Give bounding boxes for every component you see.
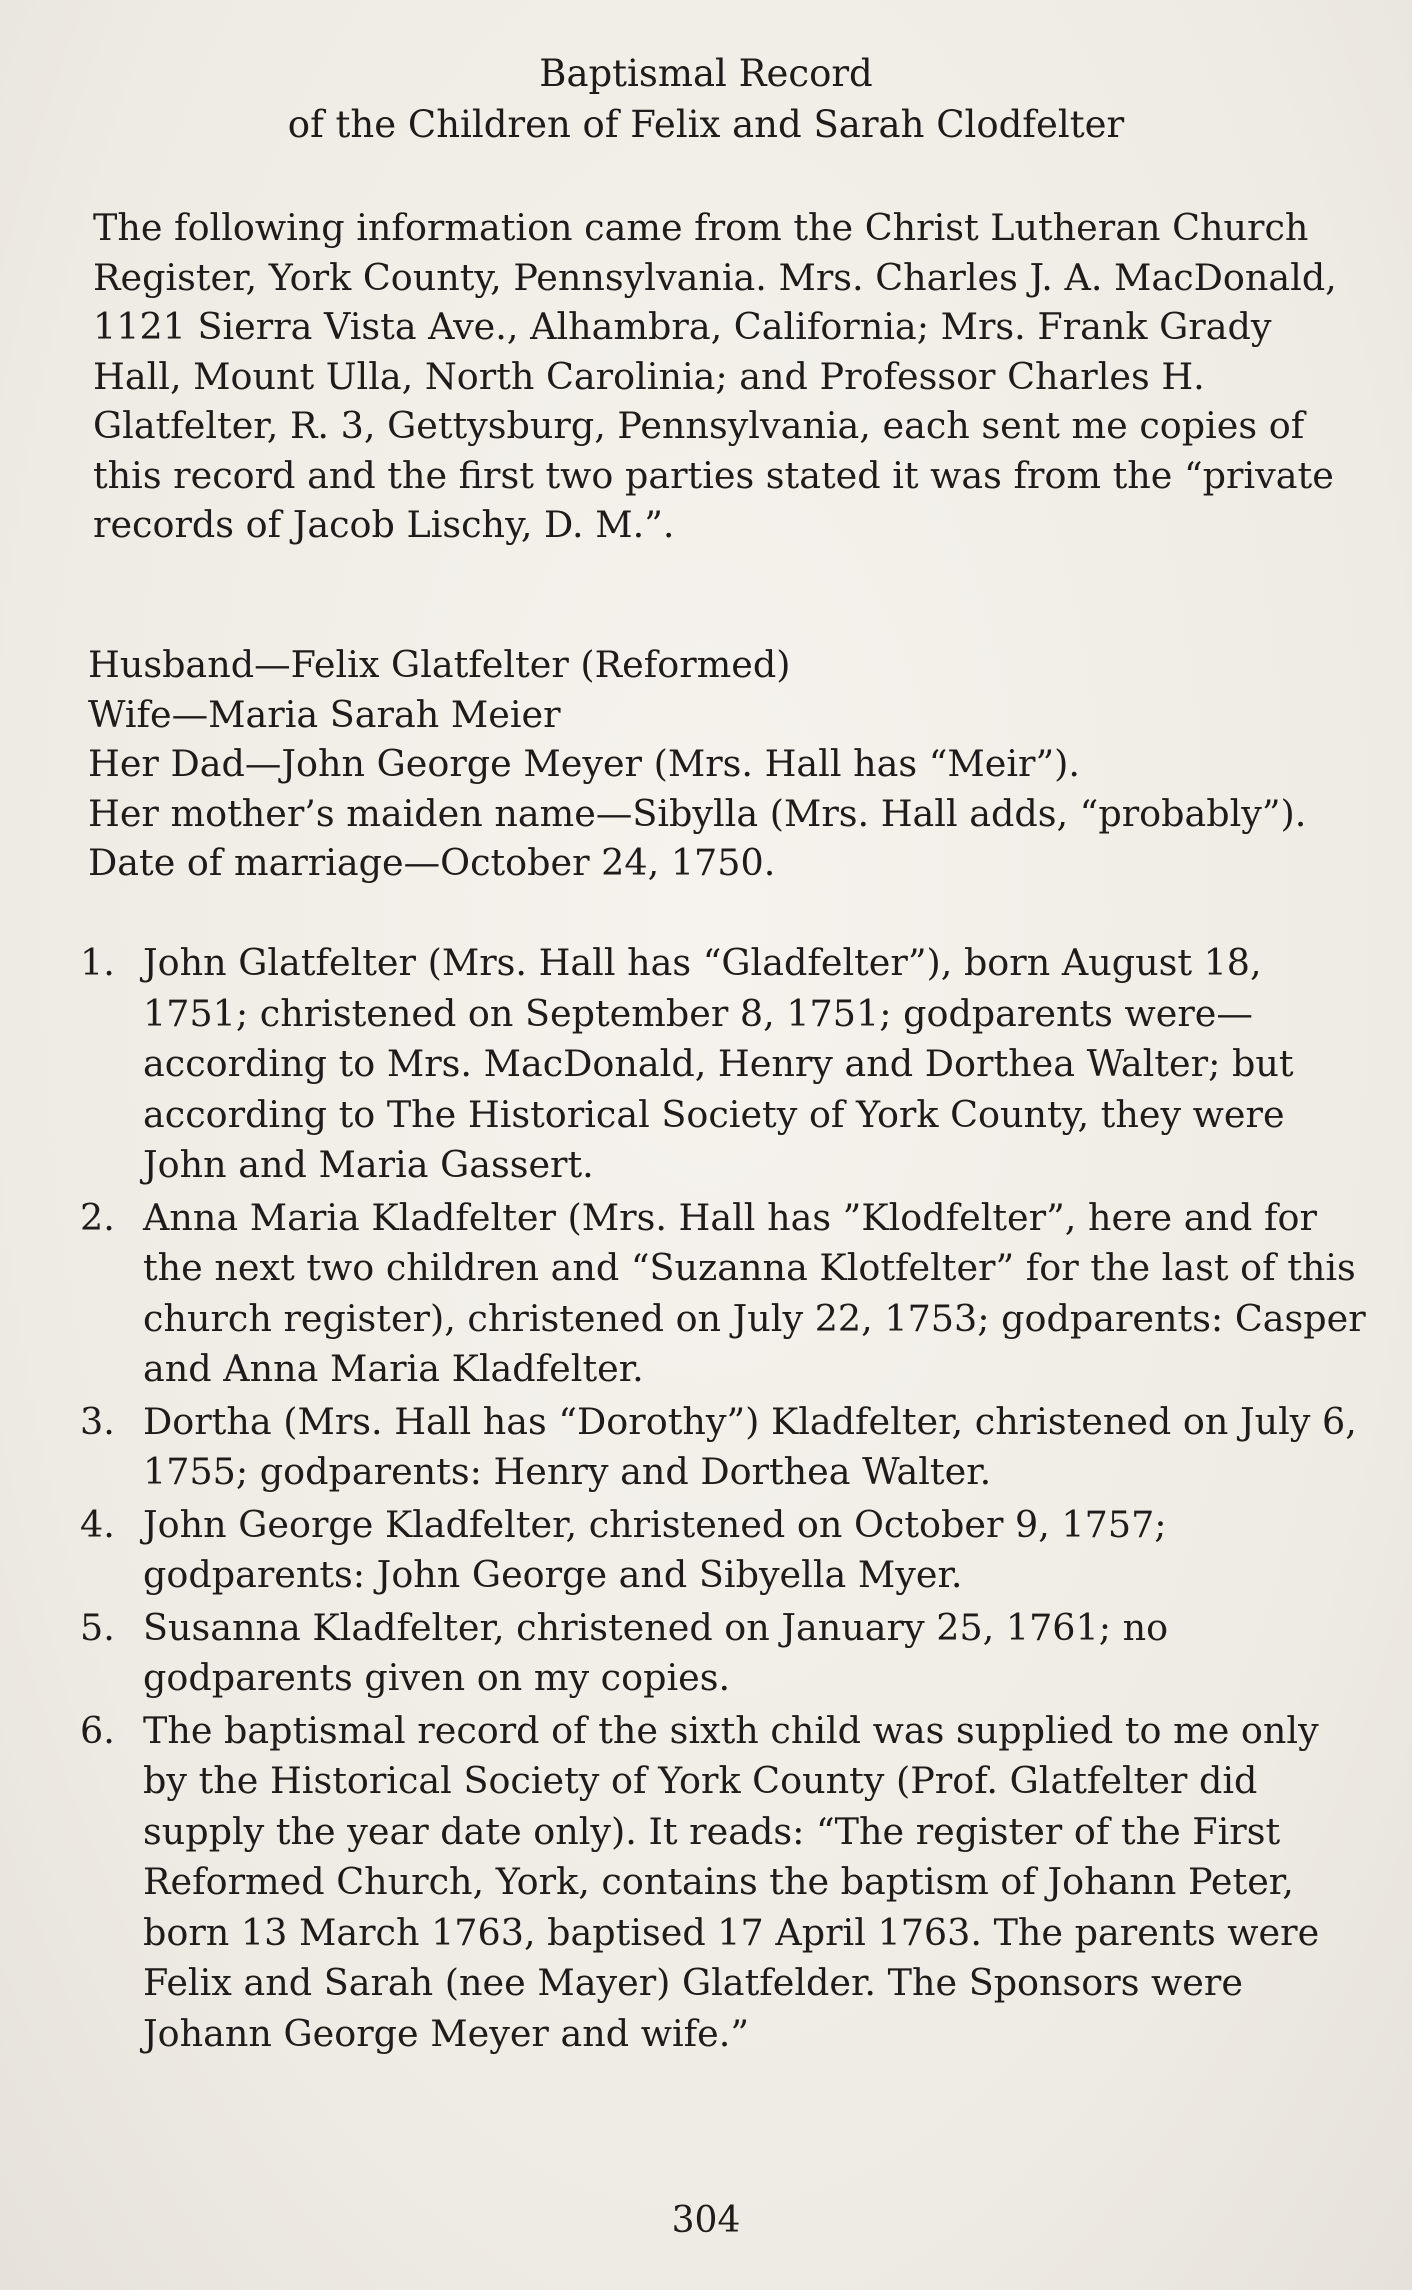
list-item [80,1603,1370,1704]
page-subtitle: of the Children of Felix and Sarah Clodfelter [287,103,1125,146]
item-text: Susanna Kladfelter, christened on January 25, 1761; no godparents given on my copies. [143,1605,1169,1699]
intro-paragraph [93,203,1365,550]
item-text: The baptismal record of the sixth child was supplied to me only by the Historical Society of York County (Prof. Glatfelter did supply the year date only). It reads: “The register of the First Reformed Church, York, contains the baptism of Johann Peter, born 13 March 1763, baptised 17 April 1763. The parents were Felix and Sarah (nee Mayer) Glatfelder. The Sponsors were Johann George Meyer and wife.” [143,1708,1320,2055]
list-item [80,1193,1370,1395]
list-item [80,1500,1370,1601]
item-number: 4. [80,1502,115,1546]
item-number: 5. [80,1605,115,1649]
list-item [80,1706,1370,2060]
item-number: 1. [80,941,115,984]
item-text: John George Kladfelter, christened on October 9, 1757; godparents: John George and Sibyella Myer. [143,1502,1167,1596]
page-title: Baptismal Record [539,52,873,95]
item-text: John Glatfelter (Mrs. Hall has “Gladfelter”), born August 18, 1751; christened on September 8, 1751; godparents were—according to Mrs. MacDonald, Henry and Dorthea Walter; but according to The Historical Society of York County, they were John and Maria Gassert. [143,941,1294,1186]
item-number: 6. [80,1708,115,1752]
husband-line: Husband—Felix Glatfelter (Reformed) [88,643,791,686]
children-list [80,938,1370,2059]
mother-line: Her mother’s maiden name—Sibylla (Mrs. Hall adds, “probably”). [88,791,1307,835]
list-item [80,1397,1370,1498]
item-text: Dortha (Mrs. Hall has “Dorothy”) Kladfelter, christened on July 6, 1755; godparents: Henry and Dorthea Walter. [143,1399,1357,1493]
wife-line: Wife—Maria Sarah Meier [88,692,561,736]
marriage-line: Date of marriage—October 24, 1750. [88,841,776,884]
page-number: 304 [671,2200,741,2241]
item-text: Anna Maria Kladfelter (Mrs. Hall has ”Klodfelter”, here and for the next two children and “Suzanna Klotfelter” for the last of this church register), christened on July 22, 1753; godparents: Casper and Anna Maria Kladfelter. [143,1195,1366,1390]
family-info [88,640,1388,888]
intro-text: The following information came from the Christ Lutheran Church Register, York County, Pennsylvania. Mrs. Charles J. A. MacDonald, 1121 Sierra Vista Ave., Alhambra, California; Mrs. Frank Grady Hall, Mount Ulla, North Carolinia; and Professor Charles H. Glatfelter, R. 3, Gettysburg, Pennsylvania, each sent me copies of this record and the first two parties stated it was from the “private records of Jacob Lischy, D. M.”. [93,206,1337,546]
list-item [80,938,1370,1191]
dad-line: Her Dad—John George Meyer (Mrs. Hall has “Meir”). [88,742,1080,785]
item-number: 2. [80,1195,115,1239]
item-number: 3. [80,1399,115,1443]
